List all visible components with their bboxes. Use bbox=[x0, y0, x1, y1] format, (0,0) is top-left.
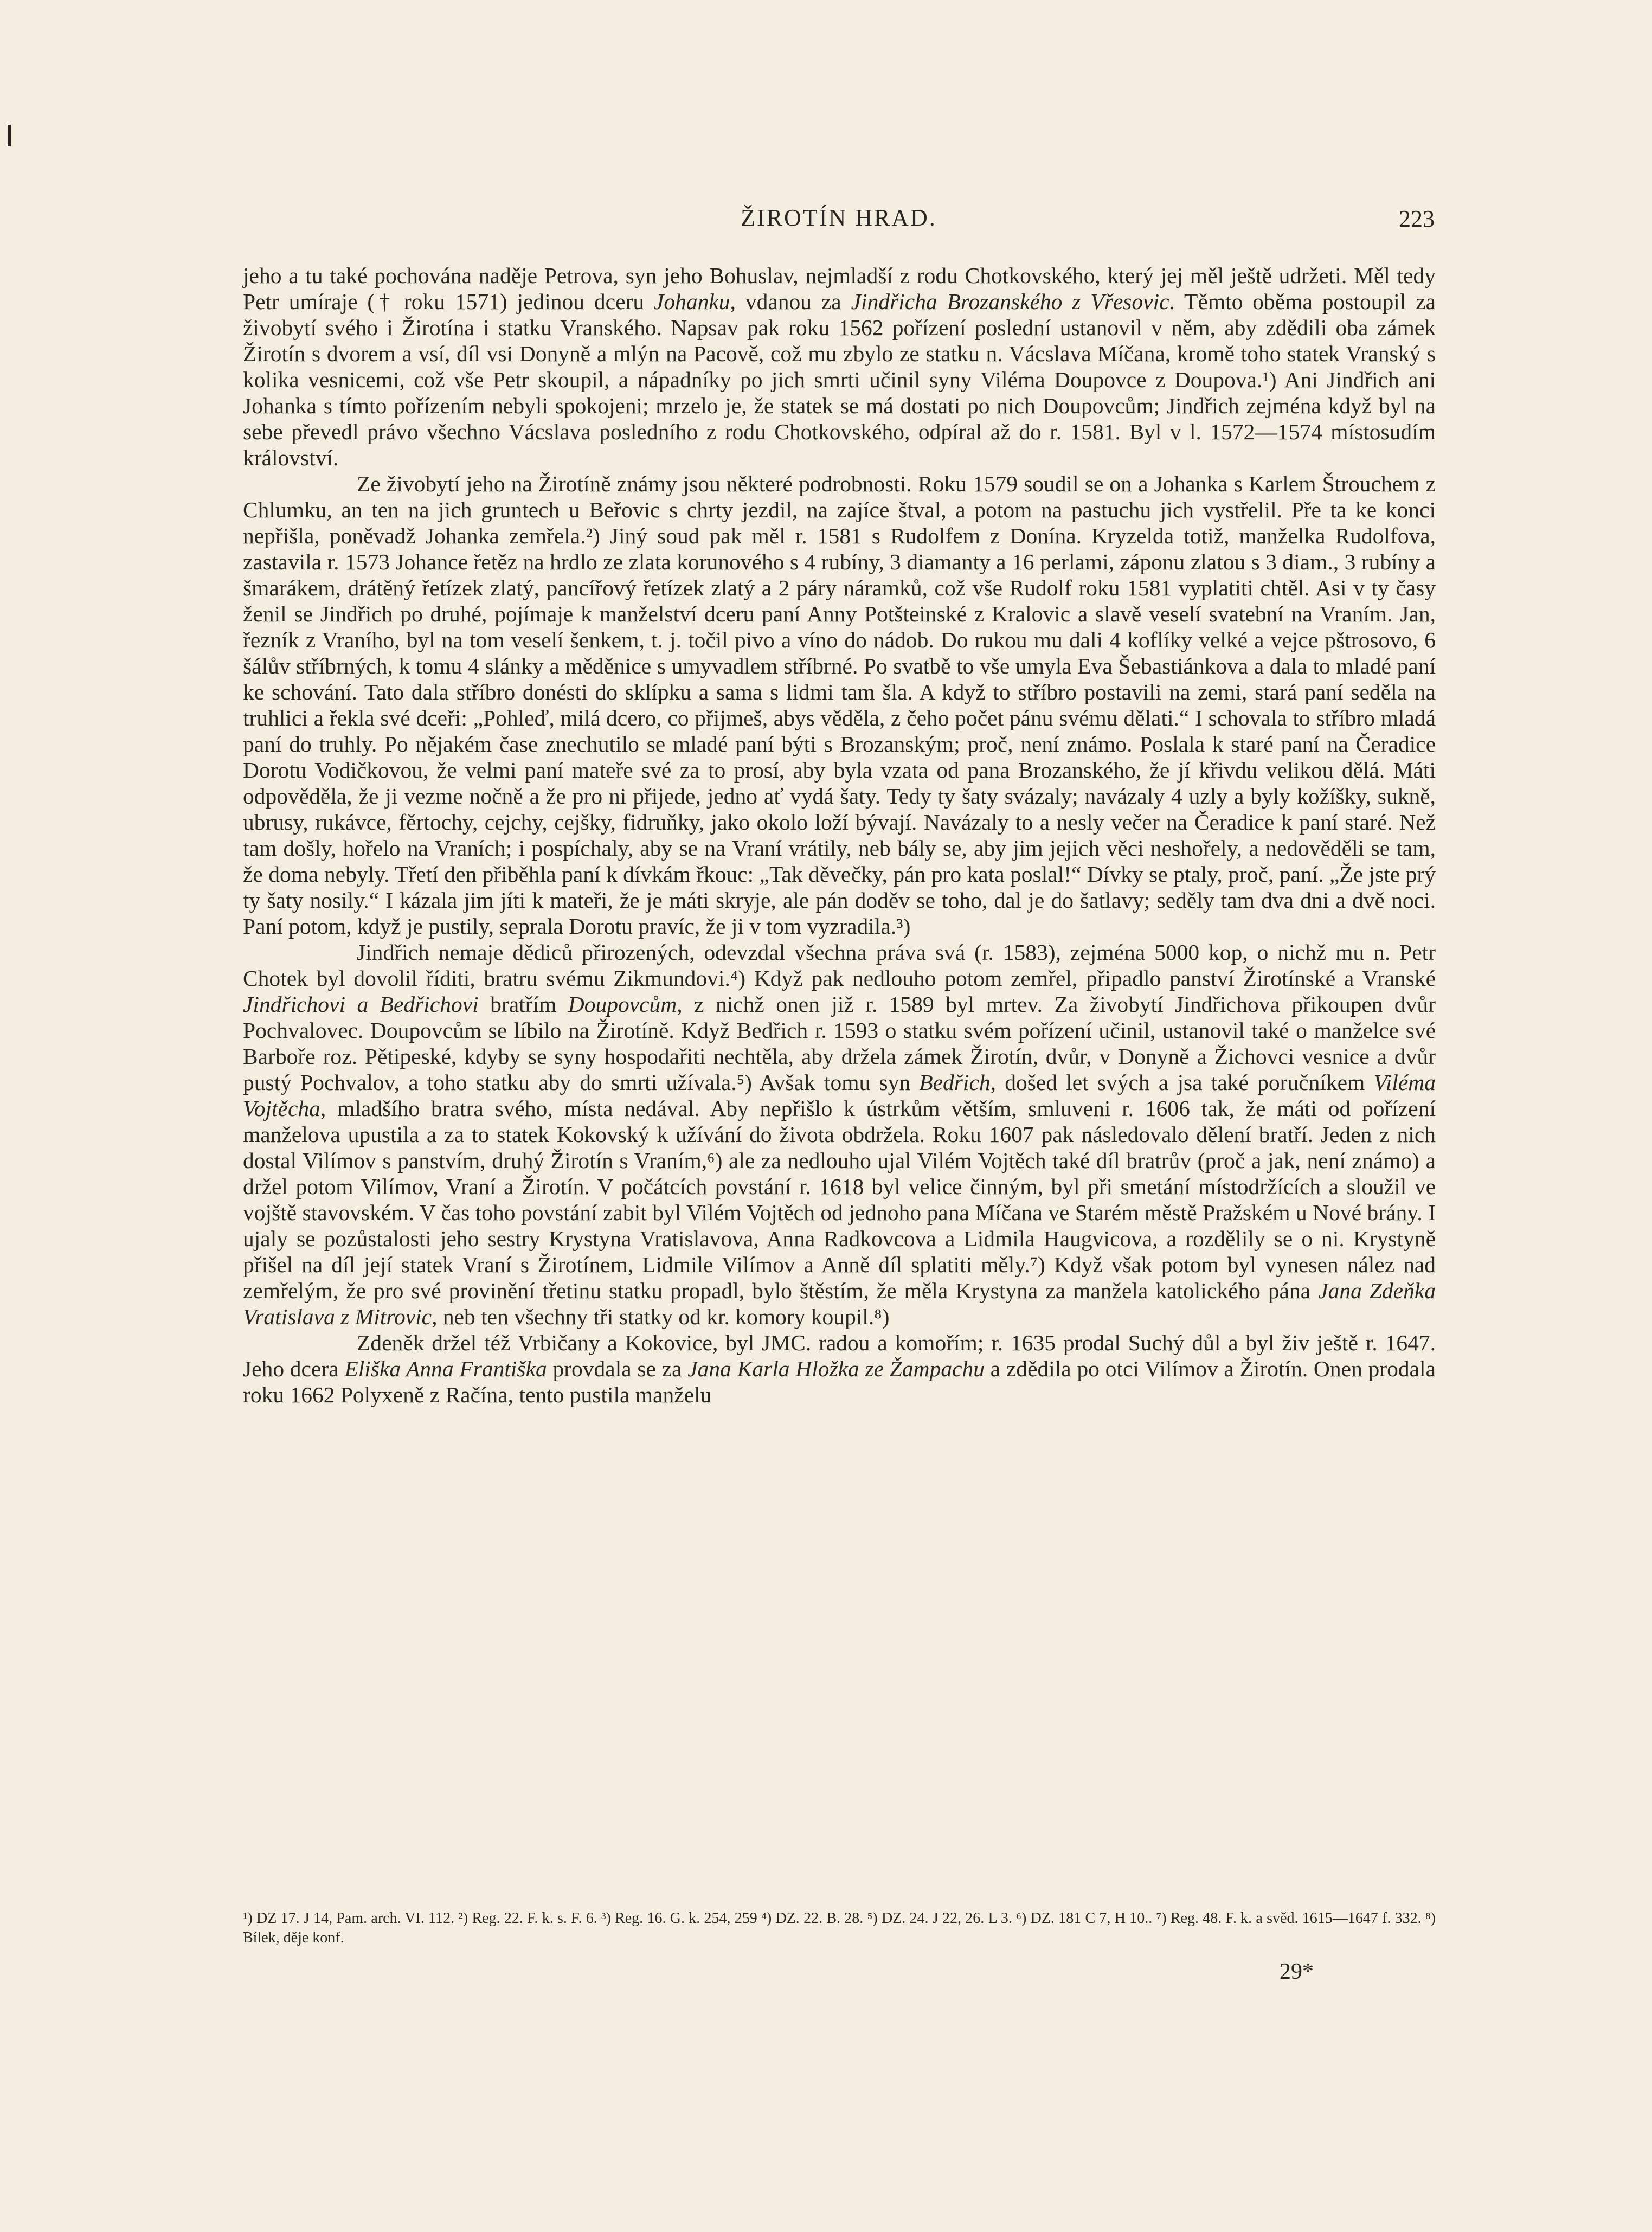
page-header bbox=[243, 204, 1435, 242]
paragraph bbox=[243, 939, 1436, 1330]
text-run: , vdanou za bbox=[730, 289, 851, 314]
italic-name: Viléma Vojtěcha bbox=[243, 1070, 1436, 1121]
footnotes: ¹) DZ 17. J 14, Pam. arch. VI. 112. ²) Reg. 22. F. k. s. F. 6. ³) Reg. 16. G. k. 254, 259 ⁴) DZ. 22. B. 28. ⁵) DZ. 24. J 22, 26. L 3. ⁶) DZ. 181 C 7, H 10.. ⁷) Reg. 48. F. k. a svěd. 1615—1647 f. 332. ⁸) Bílek, děje konf. bbox=[243, 1910, 1436, 1946]
italic-name: Jindřicha Brozanského z Vřesovic bbox=[851, 289, 1169, 314]
text-run: Jindřich nemaje dědiců přirozených, odevzdal všechna práva svá (r. 1583), zejména 5000 kop, o nichž mu n. Petr Chotek byl dovolil říditi, bratru svému Zikmundovi.⁴) Když pak nedlouho potom zemřel, připadlo panství Žirotínské a Vranské bbox=[243, 940, 1436, 991]
text-run: , z nichž onen již r. 1589 byl mrtev. Za živobytí Jindřichova přikoupen dvůr Pochvalovec. Doupovcům se líbilo na Žirotíně. Když Bedřich r. 1593 o statku svém pořízení učinil, ustanovil také o manželce své Barboře roz. Pětipeské, kdyby se syny hospodařiti nechtěla, aby držela zámek Žirotín, dvůr, v Donyně a Žichovci vesnice a dvůr pustý Pochvalov, a toho statku aby do smrti užívala.⁵) Avšak tomu syn bbox=[243, 992, 1436, 1095]
italic-name: Doupovcům bbox=[568, 992, 677, 1017]
italic-name: Johanku bbox=[653, 289, 730, 314]
text-run: provdala se za bbox=[547, 1356, 688, 1381]
running-title: ŽIROTÍN HRAD. bbox=[741, 204, 937, 231]
printer-signature: 29* bbox=[1280, 1959, 1314, 1984]
italic-name: Jindřichovi a Bedřichovi bbox=[243, 992, 479, 1017]
italic-name: Bedřich bbox=[919, 1070, 991, 1095]
text-run: a zdědila po otci Vilímov a Žirotín. Onen prodala roku 1662 Polyxeně z Račína, tento pustila manželu bbox=[243, 1356, 1436, 1407]
paragraph bbox=[243, 262, 1436, 471]
text-run: . Těmto oběma postoupil za živobytí svého i Žirotína i statku Vranského. Napsav pak roku 1562 pořízení poslední ustanovil v něm, aby zdědili oba zámek Žirotín s dvorem a vsí, díl vsi Donyně a mlýn na Pacově, což mu zbylo ze statku n. Vácslava Míčana, kromě toho statek Vranský s kolika vesnicemi, což vše Petr skoupil, a nápadníky po jich smrti učinil syny Viléma Doupovce z Doupova.¹) Ani Jindřich ani Johanka s tímto pořízením nebyli spokojeni; mrzelo je, že statek se má dostati po nich Doupovcům; Jindřich zejména když byl na sebe převedl právo všechno Vácslava posledního z rodu Chotkovského, odpíral až do r. 1581. Byl v l. 1572—1574 místosudím království. bbox=[243, 289, 1436, 470]
page-edge-mark bbox=[8, 125, 11, 146]
paragraph bbox=[243, 471, 1436, 939]
page-number: 223 bbox=[1399, 206, 1435, 232]
text-run: , neb ten všechny tři statky od kr. komory koupil.⁸) bbox=[432, 1304, 890, 1329]
text-run: Zdeněk držel též Vrbičany a Kokovice, byl JMC. radou a komořím; r. 1635 prodal Suchý důl a byl živ ještě r. 1647. Jeho dcera bbox=[243, 1330, 1436, 1381]
italic-name: Jana Zdeňka Vratislava z Mitrovic bbox=[243, 1278, 1436, 1329]
body-text bbox=[243, 262, 1436, 1408]
text-run: bratřím bbox=[478, 992, 568, 1017]
text-run: , došed let svých a jsa také poručníkem bbox=[990, 1070, 1374, 1095]
text-run: jeho a tu také pochována naděje Petrova, syn jeho Bohuslav, nejmladší z rodu Chotkovského, který jej měl ještě udržeti. Měl tedy Petr umíraje († roku 1571) jedinou dceru bbox=[243, 263, 1436, 314]
text-run: Ze živobytí jeho na Žirotíně známy jsou některé podrobnosti. Roku 1579 soudil se on a Johanka s Karlem Štrouchem z Chlumku, an ten na jich gruntech u Beřovic s chrty jezdil, na zajíce štval, a potom na pastuchu jich vystřelil. Pře ta ke konci nepřišla, poněvadž Johanka zemřela.²) Jiný soud pak měl r. 1581 s Rudolfem z Donína. Kryzelda totiž, manželka Rudolfova, zastavila r. 1573 Johance řetěz na hrdlo ze zlata korunového s 4 rubíny, 3 diamanty a 16 perlami, záponu zlatou s 3 diam., 3 rubíny a šmarákem, drátěný řetízek zlatý, pancířový řetízek zlatý a 2 páry náramků, což vše Rudolf roku 1581 vyplatiti chtěl. Asi v ty časy ženil se Jindřich po druhé, pojímaje k manželství dceru paní Anny Potšteinské z Kralovic a slavě veselí svatební na Vraním. Jan, řezník z Vraního, byl na tom veselí šenkem, t. j. točil pivo a víno do nádob. Do rukou mu dali 4 koflíky velké a vejce pštrosovo, 6 šálův stříbrných, k tomu 4 slánky a měděnice s umyvadlem stříbrné. Po svatbě to vše umyla Eva Šebastiánkova a dala to mladé paní ke schování. Tato dala stříbro donésti do sklípku a sama s lidmi tam šla. A když to stříbro postavili na zemi, stará paní seděla na truhlici a řekla své dceři: „Pohleď, milá dcero, co přijmeš, abys věděla, z čeho počet pánu svému dělati.“ I schovala to stříbro mladá paní do truhly. Po nějakém čase znechutilo se mladé paní býti s Brozanským; proč, není známo. Poslala k staré paní na Čeradice Dorotu Vodičkovou, že velmi paní mateře své za to prosí, aby byla vzata od pana Brozanského, že jí křivdu velikou dělá. Máti odpověděla, že ji vezme nočně a že pro ni přijede, jedno ať vydá šaty. Tedy ty šaty svázaly; navázaly 4 uzly a byly kožíšky, sukně, ubrusy, rukávce, fěrtochy, cejchy, cejšky, fidruňky, jako okolo loží bývají. Navázaly to a nesly večer na Čeradice k paní staré. Než tam došly, hořelo na Vraních; i pospíchaly, aby se na Vraní vrátily, neb bály se, aby jim jejich věci neshořely, a nedověděli se tam, že doma nebyly. Třetí den přiběhla paní k dívkám řkouc: „Tak děvečky, pán pro kata poslal!“ Dívky se ptaly, proč, paní. „Že jste prý ty šaty nosily.“ I kázala jim jíti k mateři, že je máti skryje, ale pán doděv se toho, dal je do šatlavy; seděly tam dva dni a dvě noci. Paní potom, když je pustily, seprala Dorotu pravíc, že ji v tom vyzradila.³) bbox=[243, 471, 1436, 939]
italic-name: Jana Karla Hložka ze Žampachu bbox=[687, 1356, 985, 1381]
paragraph bbox=[243, 1330, 1436, 1408]
text-run: , mladšího bratra svého, místa nedával. Aby nepřišlo k ústrkům větším, smluveni r. 1606 tak, že máti od pořízení manželova upustila a za to statek Kokovský k užívání do života obdržela. Roku 1607 pak následovalo dělení bratří. Jeden z nich dostal Vilímov s panstvím, druhý Žirotín s Vraním,⁶) ale za nedlouho ujal Vilém Vojtěch také díl bratrův (proč a jak, není známo) a držel potom Vilímov, Vraní a Žirotín. V počátcích povstání r. 1618 byl velice činným, byl při smetání místodržících a sloužil ve vojště stavovském. V čas toho povstání zabit byl Vilém Vojtěch od jednoho pana Míčana ve Starém městě Pražském u Nové brány. I ujaly se pozůstalosti jeho sestry Krystyna Vratislavova, Anna Radkovcova a Lidmila Haugvicova, a rozdělily se o ni. Krystyně přišel na díl její statek Vraní s Žirotínem, Lidmile Vilímov a Anně díl splatiti měly.⁷) Když však potom byl vynesen nález nad zemřelým, že pro své provinění třetinu statku propadl, bylo štěstím, že měla Krystyna za manžela katolického pána bbox=[243, 1096, 1436, 1303]
italic-name: Eliška Anna Františka bbox=[344, 1356, 547, 1381]
